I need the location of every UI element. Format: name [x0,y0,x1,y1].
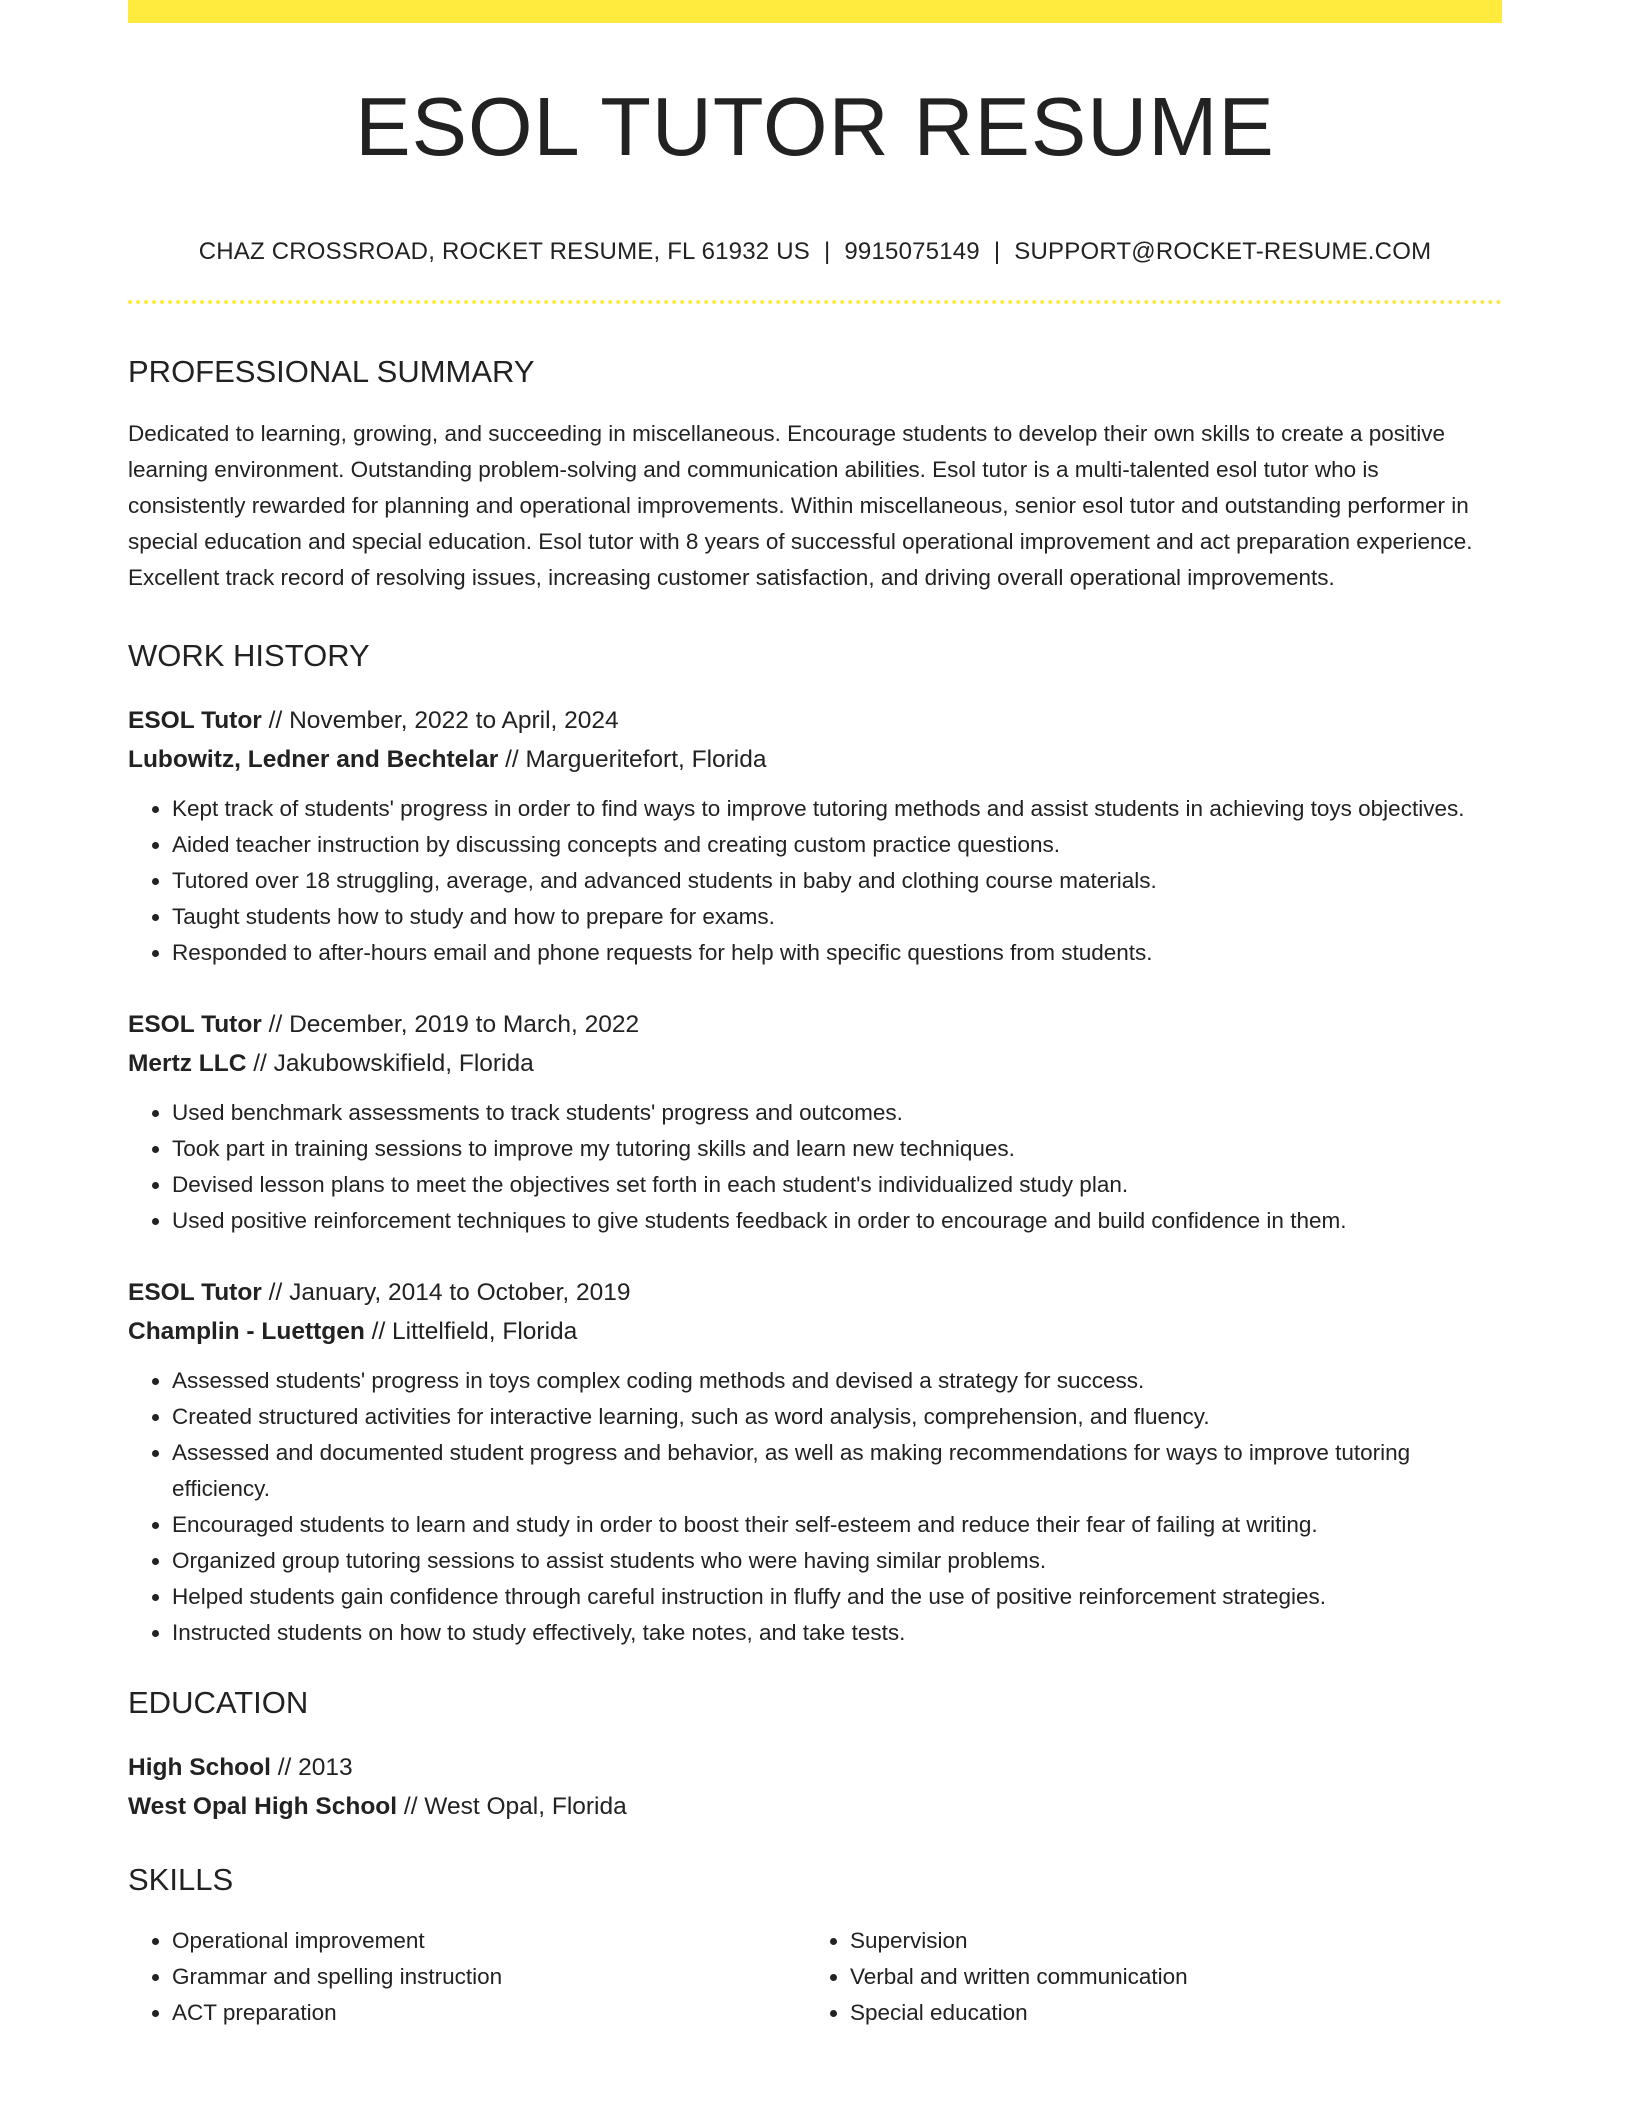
job-title-line [128,701,1502,740]
job-title: ESOL Tutor [128,707,262,734]
job-bullets [128,791,1502,971]
skill-item: • Grammar and spelling instruction [172,1959,806,1995]
job-company: Champlin - Luettgen [128,1318,365,1345]
list-item: • Tutored over 18 struggling, average, and advanced students in baby and clothing course materials. [172,863,1502,899]
contact-line [128,240,1502,264]
contact-separator: | [823,238,831,265]
resume-page [128,0,1502,2031]
list-item: • Encouraged students to learn and study in order to boost their self-esteem and reduce their fear of failing at writing. [172,1507,1502,1543]
skills-column-right [806,1923,1484,2031]
list-item: • Took part in training sessions to improve my tutoring skills and learn new techniques. [172,1131,1502,1167]
list-item: • Used benchmark assessments to track students' progress and outcomes. [172,1095,1502,1131]
dotted-divider [128,300,1502,304]
job-dates: // January, 2014 to October, 2019 [268,1279,631,1306]
list-item: • Instructed students on how to study effectively, take notes, and take tests. [172,1615,1502,1651]
skills-heading: SKILLS [128,1862,234,1897]
list-item: • Used positive reinforcement techniques to give students feedback in order to encourage and build confidence in them. [172,1203,1502,1239]
list-item: • Organized group tutoring sessions to assist students who were having similar problems. [172,1543,1502,1579]
job-location: // Jakubowskifield, Florida [253,1050,534,1077]
education-heading: EDUCATION [128,1685,309,1720]
job-company-line [128,1312,1502,1351]
list-item: • Devised lesson plans to meet the objectives set forth in each student's individualized study plan. [172,1167,1502,1203]
job-company: Lubowitz, Ledner and Bechtelar [128,746,499,773]
top-accent-bar [128,0,1502,23]
job-entry [128,701,1502,971]
skill-item: • ACT preparation [172,1995,806,2031]
resume-title: ESOL TUTOR RESUME [355,80,1275,173]
job-entry [128,1273,1502,1651]
list-item: • Aided teacher instruction by discussing concepts and creating custom practice questions. [172,827,1502,863]
job-location: // Marguеritefort, Florida [505,746,767,773]
summary-heading: PROFESSIONAL SUMMARY [128,354,535,389]
job-dates: // November, 2022 to April, 2024 [268,707,619,734]
contact-address: CHAZ CROSSROAD, ROCKET RESUME, FL 61932 US [198,238,810,265]
skills-list [128,1923,1502,2031]
job-bullets [128,1095,1502,1239]
education-degree-line [128,1748,1502,1787]
job-company-line [128,740,1502,779]
list-item: • Helped students gain confidence through careful instruction in fluffy and the use of positive reinforcement strategies. [172,1579,1502,1615]
job-title-line [128,1273,1502,1312]
education-degree: High School [128,1754,271,1781]
list-item: • Created structured activities for interactive learning, such as word analysis, comprehension, and fluency. [172,1399,1502,1435]
contact-phone: 9915075149 [844,238,980,265]
list-item: • Assessed and documented student progress and behavior, as well as making recommendations for ways to improve tutoring efficiency. [172,1435,1502,1507]
contact-email: SUPPORT@ROCKET-RESUME.COM [1014,238,1432,265]
education-school-line [128,1787,1502,1826]
job-entry [128,1005,1502,1239]
skill-item: • Verbal and written communication [850,1959,1484,1995]
job-company: Mertz LLC [128,1050,247,1077]
job-bullets [128,1363,1502,1651]
job-title-line [128,1005,1502,1044]
education-location: // West Opal, Florida [403,1793,627,1820]
skill-item: • Special education [850,1995,1484,2031]
job-location: // Littelfield, Florida [371,1318,578,1345]
list-item: • Responded to after-hours email and phone requests for help with specific questions from students. [172,935,1502,971]
list-item: • Kept track of students' progress in order to find ways to improve tutoring methods and assist students in achieving toys objectives. [172,791,1502,827]
education-entry [128,1748,1502,1826]
skill-item: • Operational improvement [172,1923,806,1959]
work-history-heading: WORK HISTORY [128,638,370,673]
summary-text: Dedicated to learning, growing, and succeeding in miscellaneous. Encourage students to develop their own skills to create a positive learning environment. Outstanding problem-solving and communication abilities. Esol tutor is a multi-talented esol tutor who is consistently rewarded for planning and operational improvements. Within miscellaneous, senior esol tutor and outstanding performer in special education and special education. Esol tutor with 8 years of successful operational improvement and act preparation experience. Excellent track record of resolving issues, increasing customer satisfaction, and driving overall operational improvements. [128,421,1473,590]
contact-separator: | [993,238,1001,265]
education-year: // 2013 [277,1754,353,1781]
job-company-line [128,1044,1502,1083]
skills-column-left [128,1923,806,2031]
job-dates: // December, 2019 to March, 2022 [268,1011,640,1038]
skill-item: • Supervision [850,1923,1484,1959]
job-title: ESOL Tutor [128,1279,262,1306]
education-school: West Opal High School [128,1793,398,1820]
job-title: ESOL Tutor [128,1011,262,1038]
list-item: • Assessed students' progress in toys complex coding methods and devised a strategy for success. [172,1363,1502,1399]
list-item: • Taught students how to study and how to prepare for exams. [172,899,1502,935]
